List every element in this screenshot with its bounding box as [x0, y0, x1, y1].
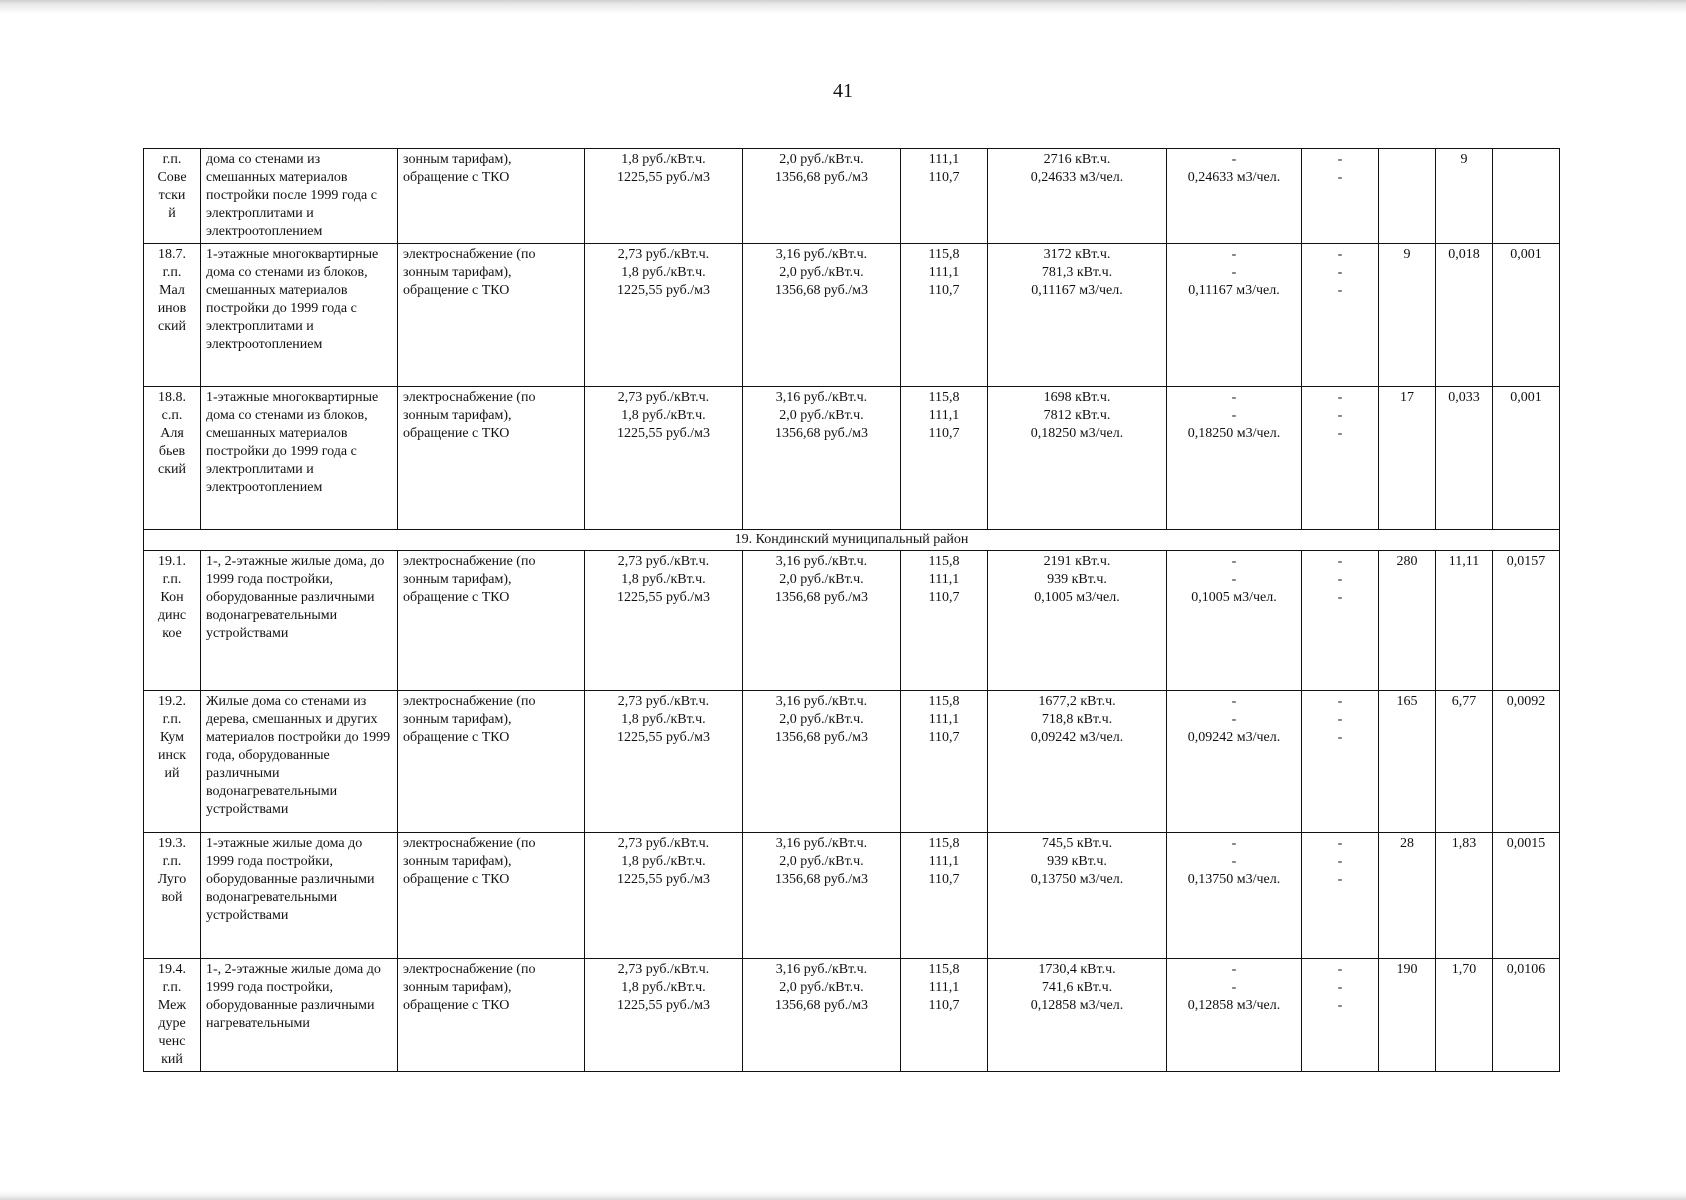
- norm-dash-line: -: [1337, 554, 1343, 569]
- tariff-new-line: 3,16 руб./кВт.ч.: [775, 836, 868, 851]
- tariff-new-line: 2,0 руб./кВт.ч.: [779, 854, 864, 869]
- tariff-current-line: 1,8 руб./кВт.ч.: [621, 408, 706, 423]
- tariff-current-line: 1,8 руб./кВт.ч.: [621, 854, 706, 869]
- row-id: [144, 244, 201, 387]
- tariff-current-line: 2,73 руб./кВт.ч.: [617, 962, 710, 977]
- consumption-norm: [988, 691, 1167, 833]
- tariff-new: [743, 691, 901, 833]
- tariff-index: [901, 833, 988, 959]
- row-id-line: Меж: [157, 998, 187, 1013]
- service-type-line: зонным тарифам),: [403, 408, 512, 423]
- tariff-new-line: 3,16 руб./кВт.ч.: [775, 390, 868, 405]
- service-type-line: электроснабжение (по: [403, 554, 536, 569]
- norm-change-line: 0,13750 м3/чел.: [1187, 872, 1281, 887]
- tariff-new-line: 1356,68 руб./м3: [774, 283, 868, 298]
- housing-description: 1-, 2-этажные жилые дома до 1999 года постройки, оборудованные различными нагревательными: [201, 959, 398, 1072]
- norm-change: [1167, 149, 1302, 244]
- amount-value: 1,70: [1436, 959, 1493, 1072]
- consumption-norm-line: 7812 кВт.ч.: [1043, 408, 1111, 423]
- scan-edge-top: [0, 0, 1686, 14]
- service-type: [398, 551, 585, 691]
- households-count: 9: [1379, 244, 1436, 387]
- row-id-line: 19.2.: [158, 694, 186, 709]
- table-row: [144, 691, 1560, 833]
- norm-change-line: 0,09242 м3/чел.: [1187, 730, 1281, 745]
- households-count: 190: [1379, 959, 1436, 1072]
- amount-value: 0,033: [1436, 387, 1493, 530]
- consumption-norm: [988, 244, 1167, 387]
- housing-description: 1-этажные многоквартирные дома со стенами из блоков, смешанных материалов постройки до 1999 года с электроплитами и электроотоплением: [201, 387, 398, 530]
- tariff-current-line: 1,8 руб./кВт.ч.: [621, 265, 706, 280]
- table-row: [144, 387, 1560, 530]
- norm-dash-line: -: [1337, 283, 1343, 298]
- row-id: [144, 691, 201, 833]
- consumption-norm-line: 718,8 кВт.ч.: [1041, 712, 1113, 727]
- norm-change-line: -: [1231, 836, 1237, 851]
- tariff-current: [585, 387, 743, 530]
- tariff-index-line: 111,1: [928, 152, 960, 167]
- tariff-index-line: 111,1: [928, 408, 960, 423]
- households-count: [1379, 149, 1436, 244]
- service-type-line: обращение с ТКО: [403, 872, 510, 887]
- tariff-index: [901, 691, 988, 833]
- row-id-line: дуре: [158, 1016, 186, 1031]
- consumption-norm-line: 3172 кВт.ч.: [1043, 247, 1111, 262]
- service-type-line: обращение с ТКО: [403, 283, 510, 298]
- tariff-new-line: 2,0 руб./кВт.ч.: [779, 572, 864, 587]
- tariff-new: [743, 244, 901, 387]
- norm-dash-line: -: [1337, 247, 1343, 262]
- norm-change-line: -: [1231, 554, 1237, 569]
- tariff-current-line: 1225,55 руб./м3: [616, 170, 710, 185]
- share-value: 0,0106: [1493, 959, 1560, 1072]
- norm-dash-line: -: [1337, 980, 1343, 995]
- tariff-index: [901, 387, 988, 530]
- service-type-line: обращение с ТКО: [403, 426, 510, 441]
- norm-dash-line: -: [1337, 408, 1343, 423]
- tariff-current-line: 1,8 руб./кВт.ч.: [621, 152, 706, 167]
- service-type-line: электроснабжение (по: [403, 962, 536, 977]
- norm-change: [1167, 833, 1302, 959]
- norm-dash: [1302, 959, 1379, 1072]
- tariff-current-line: 2,73 руб./кВт.ч.: [617, 247, 710, 262]
- tariff-current: [585, 959, 743, 1072]
- tariff-current-line: 1225,55 руб./м3: [616, 872, 710, 887]
- amount-value: 11,11: [1436, 551, 1493, 691]
- tariff-index-line: 115,8: [928, 962, 960, 977]
- tariff-index-line: 115,8: [928, 247, 960, 262]
- page-number: 41: [833, 80, 853, 102]
- norm-dash: [1302, 387, 1379, 530]
- share-value: 0,0015: [1493, 833, 1560, 959]
- row-id-line: кий: [161, 1052, 183, 1067]
- share-value: 0,0092: [1493, 691, 1560, 833]
- service-type: [398, 691, 585, 833]
- norm-dash-line: -: [1337, 572, 1343, 587]
- consumption-norm-line: 741,6 кВт.ч.: [1041, 980, 1113, 995]
- tariff-index-line: 110,7: [928, 170, 960, 185]
- households-count: 165: [1379, 691, 1436, 833]
- norm-change-line: 0,1005 м3/чел.: [1191, 590, 1277, 605]
- tariff-current-line: 1,8 руб./кВт.ч.: [621, 572, 706, 587]
- norm-change: [1167, 387, 1302, 530]
- norm-dash-line: -: [1337, 694, 1343, 709]
- service-type-line: зонным тарифам),: [403, 854, 512, 869]
- norm-dash-line: -: [1337, 152, 1343, 167]
- service-type-line: электроснабжение (по: [403, 694, 536, 709]
- tariff-current-line: 1225,55 руб./м3: [616, 730, 710, 745]
- tariff-new-line: 3,16 руб./кВт.ч.: [775, 554, 868, 569]
- tariff-new-line: 1356,68 руб./м3: [774, 730, 868, 745]
- row-id-line: бьев: [158, 444, 186, 459]
- tariff-current-line: 2,73 руб./кВт.ч.: [617, 554, 710, 569]
- row-id: [144, 959, 201, 1072]
- tariff-index-line: 111,1: [928, 712, 960, 727]
- row-id-line: Кон: [160, 590, 184, 605]
- tariff-new-line: 3,16 руб./кВт.ч.: [775, 962, 868, 977]
- row-id-line: г.п.: [162, 854, 182, 869]
- tariff-index-line: 110,7: [928, 998, 960, 1013]
- norm-dash-line: -: [1337, 730, 1343, 745]
- service-type-line: электроснабжение (по: [403, 247, 536, 262]
- tariff-index-line: 110,7: [928, 426, 960, 441]
- tariff-new-line: 2,0 руб./кВт.ч.: [779, 980, 864, 995]
- norm-dash-line: -: [1337, 590, 1343, 605]
- table-row: [144, 149, 1560, 244]
- tariff-new: [743, 551, 901, 691]
- amount-value: 1,83: [1436, 833, 1493, 959]
- row-id-line: Сове: [157, 170, 187, 185]
- consumption-norm: [988, 833, 1167, 959]
- norm-change-line: 0,12858 м3/чел.: [1187, 998, 1281, 1013]
- consumption-norm-line: 2716 кВт.ч.: [1043, 152, 1111, 167]
- tariff-new: [743, 833, 901, 959]
- row-id-line: тски: [158, 188, 186, 203]
- consumption-norm: [988, 551, 1167, 691]
- service-type: [398, 959, 585, 1072]
- row-id: [144, 551, 201, 691]
- tariff-index-line: 111,1: [928, 265, 960, 280]
- consumption-norm-line: 0,13750 м3/чел.: [1030, 872, 1124, 887]
- share-value: 0,0157: [1493, 551, 1560, 691]
- row-id-line: г.п.: [162, 152, 182, 167]
- consumption-norm-line: 0,24633 м3/чел.: [1030, 170, 1124, 185]
- row-id-line: 18.8.: [158, 390, 186, 405]
- service-type-line: зонным тарифам),: [403, 572, 512, 587]
- norm-change-line: -: [1231, 694, 1237, 709]
- row-id-line: ченс: [158, 1034, 186, 1049]
- service-type-line: обращение с ТКО: [403, 730, 510, 745]
- row-id-line: Аля: [160, 426, 184, 441]
- tariff-current: [585, 244, 743, 387]
- housing-description: 1-, 2-этажные жилые дома, до 1999 года постройки, оборудованные различными водонагревательными устройствами: [201, 551, 398, 691]
- norm-dash-line: -: [1337, 836, 1343, 851]
- norm-change-line: -: [1231, 854, 1237, 869]
- tariff-current-line: 2,73 руб./кВт.ч.: [617, 390, 710, 405]
- consumption-norm-line: 745,5 кВт.ч.: [1041, 836, 1113, 851]
- tariff-new-line: 3,16 руб./кВт.ч.: [775, 694, 868, 709]
- service-type: [398, 833, 585, 959]
- households-count: 17: [1379, 387, 1436, 530]
- housing-description: 1-этажные жилые дома до 1999 года постройки, оборудованные различными водонагревательными устройствами: [201, 833, 398, 959]
- housing-description: дома со стенами из смешанных материалов постройки после 1999 года с электроплитами и электроотоплением: [201, 149, 398, 244]
- row-id-line: Кум: [160, 730, 184, 745]
- consumption-norm-line: 0,18250 м3/чел.: [1030, 426, 1124, 441]
- norm-change-line: -: [1231, 572, 1237, 587]
- service-type: [398, 244, 585, 387]
- row-id-line: г.п.: [162, 572, 182, 587]
- service-type-line: обращение с ТКО: [403, 170, 510, 185]
- row-id-line: инск: [158, 748, 186, 763]
- tariff-current-line: 1225,55 руб./м3: [616, 590, 710, 605]
- norm-dash: [1302, 551, 1379, 691]
- section-row: [144, 530, 1560, 551]
- housing-description: 1-этажные многоквартирные дома со стенами из блоков, смешанных материалов постройки до 1999 года с электроплитами и электроотоплением: [201, 244, 398, 387]
- tariff-index: [901, 244, 988, 387]
- norm-change-line: -: [1231, 980, 1237, 995]
- norm-dash-line: -: [1337, 426, 1343, 441]
- amount-value: 6,77: [1436, 691, 1493, 833]
- tariff-current-line: 2,73 руб./кВт.ч.: [617, 694, 710, 709]
- row-id-line: Мал: [159, 283, 185, 298]
- service-type-line: зонным тарифам),: [403, 265, 512, 280]
- tariff-new: [743, 149, 901, 244]
- tariff-new: [743, 387, 901, 530]
- tariff-current: [585, 833, 743, 959]
- tariff-new-line: 2,0 руб./кВт.ч.: [779, 712, 864, 727]
- norm-dash: [1302, 244, 1379, 387]
- norm-dash-line: -: [1337, 712, 1343, 727]
- norm-dash-line: -: [1337, 265, 1343, 280]
- table-row: [144, 551, 1560, 691]
- row-id-line: 18.7.: [158, 247, 186, 262]
- norm-dash: [1302, 149, 1379, 244]
- norm-change-line: -: [1231, 962, 1237, 977]
- tariff-index-line: 110,7: [928, 872, 960, 887]
- row-id-line: й: [168, 206, 176, 221]
- consumption-norm-line: 0,1005 м3/чел.: [1034, 590, 1120, 605]
- tariff-new-line: 3,16 руб./кВт.ч.: [775, 247, 868, 262]
- tariff-new: [743, 959, 901, 1072]
- tariff-index-line: 111,1: [928, 572, 960, 587]
- consumption-norm: [988, 387, 1167, 530]
- row-id-line: ский: [158, 462, 186, 477]
- row-id-line: инов: [157, 301, 187, 316]
- tariff-new-line: 2,0 руб./кВт.ч.: [779, 408, 864, 423]
- table-row: [144, 833, 1560, 959]
- row-id-line: с.п.: [161, 408, 183, 423]
- row-id-line: ий: [164, 766, 180, 781]
- table-row: [144, 959, 1560, 1072]
- row-id-line: 19.1.: [158, 554, 186, 569]
- consumption-norm: [988, 959, 1167, 1072]
- norm-change: [1167, 551, 1302, 691]
- tariff-index-line: 115,8: [928, 390, 960, 405]
- row-id-line: г.п.: [162, 265, 182, 280]
- service-type-line: обращение с ТКО: [403, 590, 510, 605]
- service-type-line: зонным тарифам),: [403, 152, 512, 167]
- tariff-index-line: 110,7: [928, 590, 960, 605]
- amount-value: 9: [1436, 149, 1493, 244]
- row-id-line: 19.3.: [158, 836, 186, 851]
- norm-change: [1167, 691, 1302, 833]
- table-row: [144, 244, 1560, 387]
- consumption-norm-line: 1677,2 кВт.ч.: [1038, 694, 1116, 709]
- row-id-line: 19.4.: [158, 962, 186, 977]
- norm-change: [1167, 244, 1302, 387]
- norm-dash-line: -: [1337, 962, 1343, 977]
- amount-value: 0,018: [1436, 244, 1493, 387]
- norm-dash-line: -: [1337, 872, 1343, 887]
- tariff-current-line: 1225,55 руб./м3: [616, 426, 710, 441]
- row-id: [144, 149, 201, 244]
- norm-change-line: -: [1231, 712, 1237, 727]
- row-id: [144, 833, 201, 959]
- row-id-line: динс: [157, 608, 187, 623]
- norm-dash: [1302, 833, 1379, 959]
- tariff-current-line: 1225,55 руб./м3: [616, 998, 710, 1013]
- households-count: 28: [1379, 833, 1436, 959]
- row-id-line: г.п.: [162, 712, 182, 727]
- consumption-norm: [988, 149, 1167, 244]
- tariff-current: [585, 691, 743, 833]
- section-heading: 19. Кондинский муниципальный район: [144, 530, 1560, 551]
- norm-dash: [1302, 691, 1379, 833]
- norm-change: [1167, 959, 1302, 1072]
- row-id-line: ский: [158, 319, 186, 334]
- row-id-line: Луго: [157, 872, 187, 887]
- share-value: 0,001: [1493, 244, 1560, 387]
- tariff-new-line: 1356,68 руб./м3: [774, 872, 868, 887]
- service-type-line: зонным тарифам),: [403, 980, 512, 995]
- tariff-index-line: 111,1: [928, 854, 960, 869]
- tariff-new-line: 1356,68 руб./м3: [774, 590, 868, 605]
- tariff-index: [901, 149, 988, 244]
- tariff-current-line: 2,73 руб./кВт.ч.: [617, 836, 710, 851]
- consumption-norm-line: 939 кВт.ч.: [1047, 572, 1107, 587]
- consumption-norm-line: 1698 кВт.ч.: [1043, 390, 1111, 405]
- norm-dash-line: -: [1337, 854, 1343, 869]
- tariff-index-line: 115,8: [928, 694, 960, 709]
- tariff-table: [143, 148, 1560, 1072]
- share-value: [1493, 149, 1560, 244]
- row-id-line: кое: [162, 626, 182, 641]
- consumption-norm-line: 0,11167 м3/чел.: [1031, 283, 1123, 298]
- tariff-index: [901, 959, 988, 1072]
- households-count: 280: [1379, 551, 1436, 691]
- service-type: [398, 387, 585, 530]
- service-type-line: зонным тарифам),: [403, 712, 512, 727]
- service-type-line: электроснабжение (по: [403, 836, 536, 851]
- tariff-index-line: 111,1: [928, 980, 960, 995]
- norm-change-line: 0,24633 м3/чел.: [1187, 170, 1281, 185]
- tariff-index-line: 110,7: [928, 283, 960, 298]
- tariff-current-line: 1225,55 руб./м3: [616, 283, 710, 298]
- norm-dash-line: -: [1337, 390, 1343, 405]
- tariff-new-line: 2,0 руб./кВт.ч.: [779, 265, 864, 280]
- norm-dash-line: -: [1337, 998, 1343, 1013]
- row-id: [144, 387, 201, 530]
- consumption-norm-line: 0,12858 м3/чел.: [1030, 998, 1124, 1013]
- norm-change-line: -: [1231, 390, 1237, 405]
- row-id-line: г.п.: [162, 980, 182, 995]
- consumption-norm-line: 0,09242 м3/чел.: [1030, 730, 1124, 745]
- row-id-line: вой: [161, 890, 183, 905]
- tariff-new-line: 2,0 руб./кВт.ч.: [779, 152, 864, 167]
- service-type-line: электроснабжение (по: [403, 390, 536, 405]
- norm-change-line: -: [1231, 265, 1237, 280]
- tariff-current-line: 1,8 руб./кВт.ч.: [621, 980, 706, 995]
- norm-dash-line: -: [1337, 170, 1343, 185]
- norm-change-line: 0,11167 м3/чел.: [1188, 283, 1280, 298]
- tariff-index-line: 110,7: [928, 730, 960, 745]
- service-type: [398, 149, 585, 244]
- norm-change-line: 0,18250 м3/чел.: [1187, 426, 1281, 441]
- scan-edge-bottom: [0, 1190, 1686, 1200]
- norm-change-line: -: [1231, 247, 1237, 262]
- service-type-line: обращение с ТКО: [403, 998, 510, 1013]
- consumption-norm-line: 781,3 кВт.ч.: [1041, 265, 1113, 280]
- tariff-new-line: 1356,68 руб./м3: [774, 170, 868, 185]
- consumption-norm-line: 1730,4 кВт.ч.: [1038, 962, 1116, 977]
- tariff-current: [585, 551, 743, 691]
- tariff-current-line: 1,8 руб./кВт.ч.: [621, 712, 706, 727]
- housing-description: Жилые дома со стенами из дерева, смешанных и других материалов постройки до 1999 года, оборудованные различными водонагревательными устройствами: [201, 691, 398, 833]
- tariff-index-line: 115,8: [928, 836, 960, 851]
- tariff-current: [585, 149, 743, 244]
- tariff-new-line: 1356,68 руб./м3: [774, 998, 868, 1013]
- tariff-index-line: 115,8: [928, 554, 960, 569]
- norm-change-line: -: [1231, 408, 1237, 423]
- tariff-index: [901, 551, 988, 691]
- consumption-norm-line: 2191 кВт.ч.: [1043, 554, 1111, 569]
- consumption-norm-line: 939 кВт.ч.: [1047, 854, 1107, 869]
- share-value: 0,001: [1493, 387, 1560, 530]
- norm-change-line: -: [1231, 152, 1237, 167]
- tariff-new-line: 1356,68 руб./м3: [774, 426, 868, 441]
